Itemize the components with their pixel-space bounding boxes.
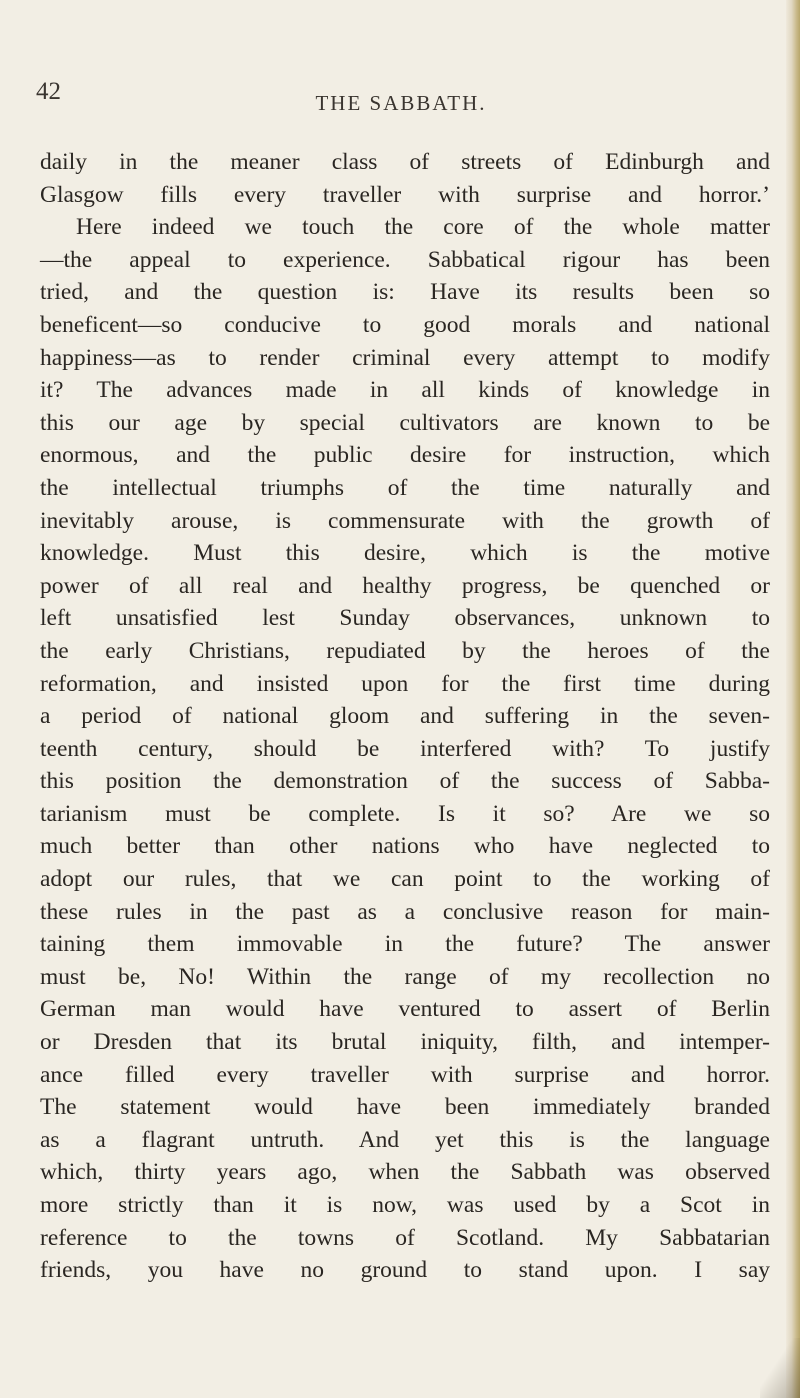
text-line: daily in the meaner class of streets of Edinburgh and: [40, 149, 770, 175]
text-line: tarianism must be complete. Is it so? Are we so: [40, 800, 770, 827]
text-line: must be, No! Within the range of my recollection no: [40, 963, 770, 990]
text-line: happiness—as to render criminal every attempt to modify: [40, 344, 770, 371]
text-line: a period of national gloom and suffering in the seven-: [40, 703, 770, 730]
text-line: the early Christians, repudiated by the heroes of the: [40, 637, 770, 664]
text-line: the intellectual triumphs of the time naturally and: [40, 474, 770, 501]
text-line: enormous, and the public desire for instruction, which: [40, 442, 770, 469]
text-line: these rules in the past as a conclusive reason for main-: [40, 898, 770, 925]
text-line: Glasgow fills every traveller with surprise and horror.’: [40, 181, 770, 208]
text-line: German man would have ventured to assert of Berlin: [40, 996, 770, 1023]
text-line: beneficent—so conducive to good morals and national: [40, 311, 770, 338]
page-edge: [786, 0, 800, 1398]
text-line: more strictly than it is now, was used by a Scot in: [40, 1192, 770, 1218]
text-line: adopt our rules, that we can point to the working of: [40, 866, 770, 893]
text-line: which, thirty years ago, when the Sabbath was observed: [40, 1159, 770, 1186]
text-line: this position the demonstration of the success of Sabba-: [40, 768, 770, 795]
text-line: taining them immovable in the future? The answer: [40, 931, 770, 958]
text-line: left unsatisfied lest Sunday observances, unknown to: [40, 605, 770, 632]
text-line: teenth century, should be interfered with? To justify: [40, 735, 770, 762]
text-line: it? The advances made in all kinds of knowledge in: [40, 377, 770, 404]
text-line: much better than other nations who have neglected to: [40, 833, 770, 860]
running-title: THE SABBATH.: [315, 91, 487, 115]
text-line: friends, you have no ground to stand upon. I say: [40, 1257, 770, 1284]
text-line: reference to the towns of Scotland. My Sabbatarian: [40, 1224, 770, 1251]
text-line: this our age by special cultivators are known to be: [40, 409, 770, 436]
text-line: —the appeal to experience. Sabbatical rigour has been: [40, 246, 770, 273]
page-number: 42: [36, 78, 61, 105]
text-line: The statement would have been immediately branded: [40, 1094, 770, 1121]
text-line: ance filled every traveller with surprise and horror.: [40, 1061, 770, 1088]
text-line: tried, and the question is: Have its results been so: [40, 279, 770, 306]
body-text: [40, 146, 770, 1287]
text-line: knowledge. Must this desire, which is the motive: [40, 540, 770, 567]
text-line: inevitably arouse, is commensurate with the growth of: [40, 507, 770, 534]
page-corner-shadow: [760, 1338, 800, 1398]
text-line: reformation, and insisted upon for the first time during: [40, 670, 770, 697]
text-line: as a flagrant untruth. And yet this is the language: [40, 1126, 770, 1153]
text-line: or Dresden that its brutal iniquity, filth, and intemper-: [40, 1029, 770, 1056]
text-line: Here indeed we touch the core of the whole matter: [76, 214, 770, 241]
running-head: [36, 78, 766, 118]
text-line: power of all real and healthy progress, be quenched or: [40, 572, 770, 599]
